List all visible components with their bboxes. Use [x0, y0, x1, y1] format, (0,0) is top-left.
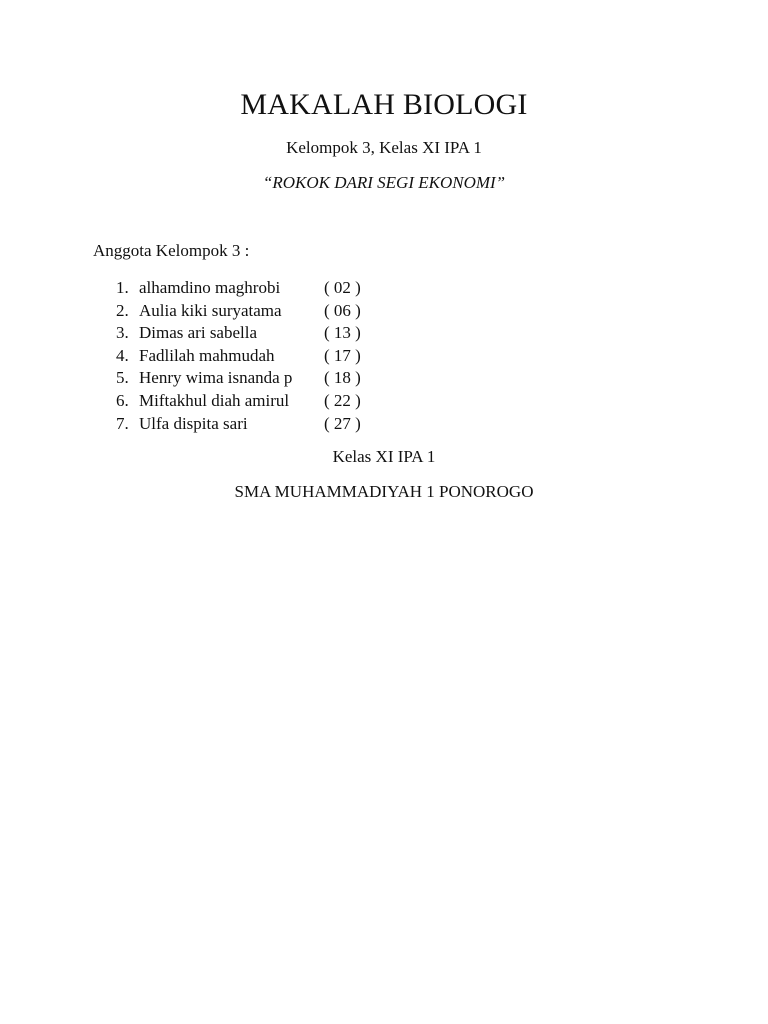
list-item [116, 300, 416, 323]
member-name: Dimas ari sabella [139, 323, 258, 343]
member-name: Aulia kiki suryatama [139, 300, 282, 320]
members-heading: Anggota Kelompok 3 : [93, 241, 250, 260]
member-number: 3. [116, 323, 129, 343]
member-number: 5. [116, 368, 129, 388]
member-absence-number: ( 27 ) [324, 413, 361, 433]
list-item [116, 322, 416, 345]
member-number: 7. [116, 413, 129, 433]
school-name: SMA MUHAMMADIYAH 1 PONOROGO [234, 482, 534, 501]
member-number: 4. [116, 345, 129, 365]
member-name: Henry wima isnanda p [139, 368, 293, 388]
member-name: Miftakhul diah amirul [139, 390, 290, 410]
member-absence-number: ( 13 ) [324, 323, 361, 343]
paper-topic: “ROKOK DARI SEGI EKONOMI” [262, 173, 506, 192]
member-absence-number: ( 02 ) [324, 278, 361, 297]
list-item [116, 413, 416, 436]
group-class-subtitle: Kelompok 3, Kelas XI IPA 1 [286, 138, 482, 157]
member-absence-number: ( 17 ) [324, 345, 361, 365]
list-item [116, 390, 416, 413]
member-number: 2. [116, 300, 129, 320]
list-item [116, 277, 416, 300]
member-name: Ulfa dispita sari [139, 413, 248, 433]
document-title: MAKALAH BIOLOGI [240, 88, 528, 121]
members-list [116, 277, 416, 435]
class-footer: Kelas XI IPA 1 [332, 447, 436, 466]
member-number: 1. [116, 278, 129, 297]
member-absence-number: ( 22 ) [324, 390, 361, 410]
member-absence-number: ( 18 ) [324, 368, 361, 388]
list-item [116, 345, 416, 368]
member-absence-number: ( 06 ) [324, 300, 361, 320]
member-name: Fadlilah mahmudah [139, 345, 275, 365]
member-name: alhamdino maghrobi [139, 278, 281, 297]
member-number: 6. [116, 390, 129, 410]
list-item [116, 367, 416, 390]
